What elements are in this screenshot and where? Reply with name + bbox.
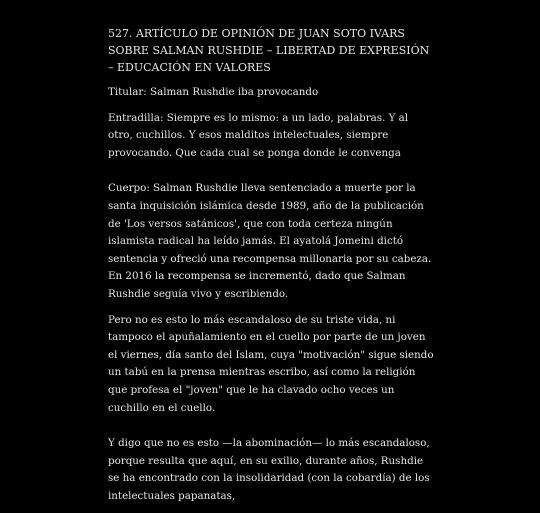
article-heading: 527. ARTÍCULO DE OPINIÓN DE JUAN SOTO IVARS SOBRE SALMAN RUSHDIE – LIBERTAD DE EXPRESIÓN – EDUCACIÓN EN VALORES [108, 27, 430, 74]
paragraph-gap [108, 170, 434, 180]
article-titular: Titular: Salman Rushdie iba provocando [108, 86, 319, 98]
article-cuerpo-1: Cuerpo: Salman Rushdie lleva sentenciado a muerte por la santa inquisición islámica desde 1989, año de la publicación de 'Los versos satánicos', que con toda certeza ningún islamista radical ha leído jamás. El ayatolá Jomeini dictó sentencia y ofreció una recompensa millonaria por su cabeza. En 2016 la recompensa se incrementó, dado que Salman Rushdie seguía vivo y escribiendo. [108, 182, 432, 300]
article-entradilla: Entradilla: Siempre es lo mismo: a un lado, palabras. Y al otro, cuchillos. Y esos malditos intelectuales, siempre provocando. Que cada cual se ponga donde le convenga [108, 111, 409, 159]
article [108, 25, 434, 513]
article-cuerpo-2: Pero no es esto lo más escandaloso de su triste vida, ni tampoco el apuñalamiento en el cuello por parte de un joven el viernes, día santo del Islam, cuya "motivación" sigue siendo un tabú en la prensa mientras escribo, así como la religión que profesa el "joven" que le ha clavado ocho veces un cuchillo en el cuello. [108, 313, 434, 414]
article-cuerpo-3: Y digo que no es esto —la abominación— lo más escandaloso, porque resulta que aquí, en su exilio, durante años, Rushdie se ha encontrado con la insolidaridad (con la cobardía) de los intelectuales papanatas, [108, 437, 430, 502]
paragraph-gap [108, 425, 434, 435]
